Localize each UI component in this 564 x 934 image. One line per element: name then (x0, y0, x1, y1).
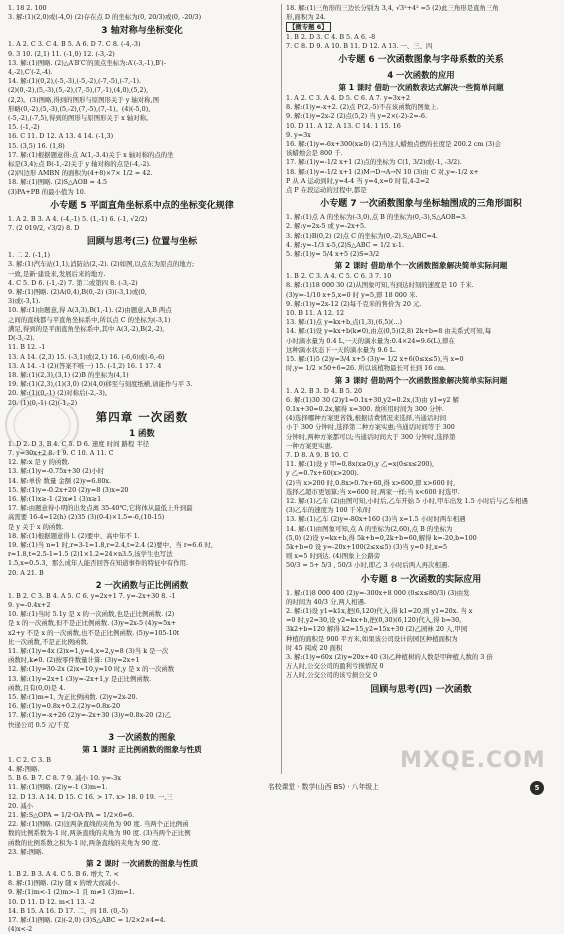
answer-line: 9. 解:(1)y=2x-12 (2)每千克米的售价为 20 元. (286, 299, 422, 308)
answer-line: 13. 解:(1)点 y=kx+b,点(1,3),(6,5)(...) (286, 318, 402, 327)
answer-line: 12. 解:x 是 y 的函数. (8, 458, 70, 467)
answer-line: =0 时,y2=30,设 y2=kx+b,把(0,30)(6,120)代入,得 b=30, (286, 616, 462, 625)
answer-line: 13. A 14. -1 (2)(答案不唯一) 15. (-1,2) 16. 1 17. 4 (8, 361, 162, 370)
answer-line: 14. 解:(1)(0,2),(-5,-3),(-5,-2),(-7,-5),(-7,-1). (8, 77, 141, 86)
answer-line: 14. B 15. A 16. D 17. 二、四 18. (0,-5) (8, 906, 129, 915)
tag-row (286, 22, 556, 32)
answer-line: (-5,-2),(-7,5),得到的图形与原图形关于 x 轴对称。 (8, 114, 153, 123)
answer-line: 4. 解:y=-1/3 x-5,(2)S△ABC = 1/2 x-1. (286, 240, 405, 249)
answer-line: 15. (-1,-2) (8, 123, 40, 132)
answer-line: 函数的比例系数之积为-1 时,两条直线的夹角为 90 度. (8, 838, 161, 847)
answer-line: 11. 解:(1)y=4x (2)x=1,y=4,x=2,y=8 (3)当 k 是一次 (8, 646, 169, 655)
answer-line: 5. 解:(1)y= 5/4 x+5 (2)S=3/2 (286, 250, 380, 259)
answer-line: (2)(0,-2),(5,-3),(5,-2),(7,-5),(7,-1),(4,0),(5,2), (8, 86, 149, 95)
answer-line: 满足,得到的是平面直角坐标系中,其中 A(3,-2),B(2,-2), (8, 324, 165, 333)
answer-line: 13. A 14. (2,3) 15. (-3,1)或(2,1) 16. (-6,6)或(-6,-6) (8, 352, 165, 361)
answer-line: 10. 解:(1)由题意,得 A(3,3),B(1,-1). (2)由题意,A,B 两点 (8, 306, 172, 315)
answer-line: 13. 解:(1)y=-0.75x+30 (2)小时 (8, 467, 105, 476)
answer-line: 15. 解:(1)5 (2)y=3/4 x+5 (3)y= 1/2 x+6(0≤x≤5),当 x=0 (286, 355, 464, 364)
answer-line: 17. 解:(1)y=-x+26 (2)y=-2x+30 (3)y=0.8x-20 (2)乙 (8, 711, 171, 720)
answer-line: 18. 解:(1)图略. (2)S△AOB = 4.5 (8, 178, 108, 187)
answer-line: (2,2)。(3)图略,得到的图形与原图形关于 y 轴对称,图 (8, 95, 159, 104)
subsection-heading: 1 函数 (129, 427, 155, 438)
answer-line: 函数,且有(0,0)是 4. (8, 683, 66, 692)
section-heading: 小专题 8 一次函数的实际应用 (360, 574, 482, 585)
answer-line: 1. 解:(1)点 A 的坐标为(-3,0),点 B 的坐标为(0,-3),S△AOB=3. (286, 213, 468, 222)
answer-line: 4,-2),C′(-2,-4). (8, 68, 53, 77)
answer-line: 20. 减小 (8, 801, 33, 810)
answer-line: 15. 解:(1)y=-0.2x+20 (2)y=8 (3)x=20 (8, 485, 129, 494)
answer-line: 1. B 2. D 3. C 4. B 5. A 6. -8 (286, 32, 376, 41)
answer-line: 是 x 的一次函数,但不是正比例函数. (3)y=2x-5 (4)y=5x+ (8, 619, 177, 628)
answer-line: 11. 解:(1)设 y 甲=0.8x(x≥0),y 乙=x(0≤x≤200), (286, 460, 434, 469)
answer-line: 16. 解:(1)y=0.8x+0.2.(2)y=0.8x-20 (8, 702, 121, 711)
answer-line: 时 45 阅成 20 面积 (286, 643, 343, 652)
answer-line: 种植的面积是 900 平方米,如果该公司设计的园区种植面积为 (286, 634, 458, 643)
answer-line: 之间的直线都与平直角坐标系中,所以点 C 的坐标为(-3,1) (8, 315, 171, 324)
answer-line: 是 y 关于 x 的函数. (8, 522, 64, 531)
lesson-heading: 第 1 课时 借助一次函数表达式解决一些简单问题 (338, 83, 504, 93)
answer-line: 8. 解:(1)y=-x+2. (2)点 P(2,-5)不在该函数的图象上. (286, 103, 439, 112)
answer-line: 7. (2 019/2, √3/2) 8. D (8, 224, 80, 233)
answer-line: 1. A 2. B 3. A 4. (-4,-1) 5. (1,-1) 6. (-1, √2/2) (8, 214, 148, 223)
answer-line: 19. 解:(1)(2,3),(1)(3,0) (2)(4,0)移至与刻度纸横,请能作与平 3. (8, 380, 193, 389)
answer-line: 3. 解:(1)汽车站(1,1),消防站(2,-2). (2)如图,以点东为原点的地方; (8, 260, 195, 269)
answer-line: 的时间为 40/3 分,两人相遇. (286, 597, 366, 606)
answer-line: 18. 解:(1)根据题意得 l. (2)要中、高中年不 1. (8, 531, 140, 540)
answer-line: 1. 二 2. (-1,1) (8, 251, 50, 260)
answer-line: 一致,是新·建设来,发展后来的地方. (8, 269, 106, 278)
answer-line: y 乙=0.7x+60(x>200). (286, 469, 359, 478)
answer-line: 9. y=-0.4x+2 (8, 600, 51, 609)
answer-line: (2)四边形 AMBN 的面积为(4+8)×7× 1/2 = 42. (8, 169, 153, 178)
answer-line: 4. 解:图略. (8, 765, 40, 774)
answer-line: 数的比例系数为-1 时,两条直线的夹角为 90 度. (3)当两个正比例 (8, 829, 191, 838)
answer-line: 18. 解:(1)y=-1/2 x+1 (2)M→D→A→N 10 (3)由 C 对,y=-1/2 x+ (286, 167, 479, 176)
answer-line: 7. C 8. D 9. A 10. B 11. D 12. A 13. 一、三、四 (286, 41, 433, 50)
answer-line: (3)乙车的速度为 100 千米/时 (286, 506, 371, 515)
answer-line: 10. 解:(1)当时 5.1y 是 x 的一次函数,也是正比例函数. (2) (8, 610, 175, 619)
answer-line: 10. B 11. A 12. 12 (286, 309, 345, 318)
answer-line: 14. 解:单价 数量 金额 (2)y=6.80x. (8, 476, 112, 485)
answer-line: 13. 解:(1)图略. (2)△A′B′C′的顶点坐标为:A′(-3,-1),B′(- (8, 58, 167, 67)
answer-line: (3)y=-1/10 x+5,x=0 时 y=5,即 18 000 米. (286, 290, 418, 299)
answer-line: 3. 解:(1)(2,0)或(-4,0) (2)存在点 D 的坐标为(0, 20/3)或(0, -20/3) (8, 13, 202, 22)
answer-line: 该蜡烛会是 800 千. (286, 149, 343, 158)
page-footer (0, 781, 564, 795)
answer-line: 3. 解:(1)B(0,2) (2)点 C 的坐标为(0,-2),S△ABC=4. (286, 231, 438, 240)
answer-line: 1. C 2. C 3. B (8, 755, 51, 764)
answer-line: 点 P 在段运动的过程中,都是 (286, 186, 367, 195)
stamp-seal-icon (2, 390, 82, 460)
answer-line: 分钟时,两种方案都可以;当通话时间大于 300 分钟时,选择第 (286, 432, 456, 441)
answer-line: (3)PA+PB 的最小值为 10. (8, 187, 86, 196)
answer-line: 1. B 2. B 3. A 4. C 5. B 6. 增大 7. < (8, 870, 119, 879)
subsection-heading: 4 一次函数的应用 (387, 70, 455, 81)
answer-line: 11. B 12. -1 (8, 343, 46, 352)
answer-line: 16. 解:(1)x≥-1 (2)x≠1 (3)x≥1 (8, 494, 102, 503)
section-heading: 小专题 7 一次函数图象与坐标轴围成的三角形面积 (320, 199, 522, 210)
answer-line: 11. 解:(1)图略. (2)y=-1 (3)m=1. (8, 783, 108, 792)
answer-line: 形略(0,-2),(5,-3),(5,-2),(7,-5),(7,-1)。(4)(-5,0), (8, 104, 151, 113)
answer-line: 23. 解:图略. (8, 847, 44, 856)
answer-line: 时,y= 1/2 ×50+6=26. 所以该植物最长可长到 16 cm. (286, 364, 446, 373)
answer-line: 一种方案更实惠. (286, 441, 333, 450)
answer-line: 10. D 11. D 12. m<1 13. -2 (8, 897, 95, 906)
answer-line: 3k2+b=120 解得 k2=15,y2=15x+30 (2)乙园林 20 人,甲园 (286, 625, 468, 634)
answer-line: 50/3 = 5+ 5/3 , 50/3 小时,即乙 3 小时后两人再次相遇. (286, 561, 450, 570)
answer-line: 2. 解:y=2x-5 或 y=-2x+5. (286, 222, 367, 231)
answer-line: 2. 解:(1)设 y1=k1x,把(6,120)代入,得 k1=20,则 y1=20x. 当 x (286, 606, 473, 615)
section-heading: 小专题 6 一次函数图象与字母系数的关系 (338, 55, 504, 66)
answer-line: 10. D 11. A 12. A 13. C 14. 1 15. 16 (286, 121, 401, 130)
answer-line: 17. 解:(1)根据题意得:点 A(1,-3.4)关于 x 轴对称的点的坐 (8, 150, 174, 159)
lesson-heading: 第 3 课时 借助两个一次函数图象解决简单实际问题 (334, 375, 508, 385)
answer-line: 万人时,公交公司的该亏损公交 0 (286, 671, 378, 680)
answer-line: 5k+b=0 设 y=-20x+100(2≤x≤5) (3)当 y=0 时,x=5 (286, 542, 448, 551)
answer-line: 9. 解:(1)m<-1 (2)m>-1 且 m≠1 (3)m=1. (8, 888, 135, 897)
right-column (286, 4, 556, 699)
answer-line: 20. A 21. B (8, 568, 44, 577)
answer-line: 19. 解:(1)当 n=1 时,r=3-1=1.8,r=2.4,t=2.4 (2)要中、当 r=6.6 时, (8, 540, 213, 549)
answer-line: 1. B 2. C 3. A 4. C 5. C 6. 3 7. 10 (286, 272, 392, 281)
answer-line: 万人时,公交公司的盈利亏损情况 0 (286, 662, 384, 671)
answer-line: 这种滴水状态下一天的滴水量为 9.6 L. (286, 345, 396, 354)
section-heading: 回顾与思考(三) 位置与坐标 (86, 237, 198, 248)
page-number: 5 (530, 781, 544, 795)
answer-line: 21. 解:S△OPA = 1/2·OA·PA = 1/2×6=6. (8, 811, 135, 820)
answer-line: 1. D 2. D 3. B 4. C 5. D 6. 速度 时间 路程 半径 (8, 439, 150, 448)
answer-line: 形,面积为 24. (286, 13, 326, 22)
answer-line: 8. 解:(1)图略. (2)y 随 x 的增大而减小. (8, 879, 120, 888)
answer-line: 13. 解:(1)y=2x+1 (3)y=-2x+1,y 是正比例函数. (8, 674, 152, 683)
section-heading: 3 轴对称与坐标变化 (101, 26, 183, 37)
answer-line: D(-3,-2). (8, 334, 35, 343)
answer-line: 9. 解:(1)图略. (2)A(0,4),B(0,-2) (3)(-3,1)或(0, (8, 288, 147, 297)
answer-line: 9. 解:(1)y=2x-2 (2)点(5,2) 当 y=2×(-2)-2=-6. (286, 112, 427, 121)
column-divider (281, 4, 282, 774)
answer-line: 1. 解:(1)8 000 400 (2)y=-300x+8 000 (0≤x≤80/3) (3)由发 (286, 588, 470, 597)
section-heading: 小专题 5 平面直角坐标系中点的坐标变化规律 (50, 200, 234, 211)
answer-line: (5,0) (2)设 y=kx+b,得 5k+b=0,2k+b=60,解得 k=-20,b=100 (286, 533, 477, 542)
lesson-heading: 第 2 课时 一次函数的图象与性质 (86, 859, 198, 869)
answer-line: 3. 解:(1)y=60x (2)y=20x+40 (3)乙种植树的人数是甲种植人数的 3 倍 (286, 652, 493, 661)
answer-line: 0.1x+30=0.2x,解得 x=300. 故所用时间为 300 分钟. (286, 404, 444, 413)
answer-line: 1.5,x=0.5.3、那么成年人能否回答在知道事件的特征中有作用. (8, 559, 189, 568)
answer-line: 13. 解:(1)乙车 (2)y=-80x+160 (3)当 x=1.5 小时时两车相遇 (286, 515, 466, 524)
answer-line: 17. 解:由题意得小明的出发点离 35-40℃,它将体从最低上升到最 (8, 504, 193, 513)
answer-line: P 从 A 运动到时,y=4-4 当 y=4,x=0 时有,4-2=2 (286, 176, 430, 185)
answer-line: 高需要 16-4=12(h) (2)35 (3)(0-4)×1.5=-6,(10-15) (8, 513, 165, 522)
answer-line: 16. C 11. D 12. A 13. 4 14. (-1,3) (8, 132, 114, 141)
answer-line: 20. (1)(0,-1) (2)(-1,-2) (8, 398, 78, 407)
answer-line: 1. 18 2. 100 (8, 4, 47, 12)
answer-line: 7. D 8. A 9. B 10. C (286, 450, 348, 459)
answer-line: 比一次函数,不是正比例函数. (8, 637, 89, 646)
answer-line: 18. 解:(1)(2,3),(3,1) (2)B 的坐标为(4,1) (8, 370, 129, 379)
answer-line: (4)x<-2 (8, 925, 33, 934)
footer-title: 名校课堂 · 数学(山西 BS) · 八年级上 (268, 783, 379, 791)
watermark: MXQE.COM (400, 748, 546, 773)
answer-line: 1. A 2. C 3. C 4. B 5. A 6. D 7. C 8. (-4,-3) (8, 40, 141, 49)
answer-line: 6. 解:(1)30 30 (2)y1=0.1x+30,y2=0.2x,(3)由 y1=y2 解 (286, 395, 459, 404)
answer-line: x2+y 不是 x 的一次函数,也不是正比例函数. (5)y=105-10t (8, 628, 180, 637)
answer-line: 3)或(-3,1). (8, 297, 41, 306)
answer-line: 14. 解:(1)由图象可知,点 A 的坐标为(2,60),点 B 的坐标为 (286, 524, 453, 533)
answer-line: r=1.8,t=2.5-1=1.5 (2)1×1.2=24×n3.5,该学生也写法 (8, 550, 173, 559)
subsection-heading: 2 一次函数与正比例函数 (95, 579, 189, 590)
answer-line: 快递公司 0.5 元/千克 (8, 720, 70, 729)
answer-line: 1. A 2. B 3. D 4. B 5. 20 (286, 386, 363, 395)
lesson-heading: 第 1 课时 正比例函数的图象与性质 (82, 744, 202, 754)
answer-line: 1. B 2. C 3. B 4. A 5. C 6. y=2x+1 7. y=-2x+30 8. -1 (8, 591, 176, 600)
answer-line: 12. 解:(1)y=30-2x (2)x=10,y=10 时,y 是 x 的一次函数 (8, 665, 175, 674)
answer-line: 则 x=5 时到达. (4)图象上公路旁 (286, 552, 381, 561)
answer-line: 16. 解:(1)y=-6x+300(x≥0) (2)当这人蜡烛点燃的长度是 200.2 cm (3)会 (286, 140, 501, 149)
answer-line: 8. 解:(1)18 000 30 (2)从图象可知,当到达时刻的速度是 10 千米. (286, 281, 474, 290)
badge-label: 【微专题 6】 (286, 22, 331, 32)
answer-line: 14. 解:(1)设 y=kx+b(k≠0),由点(0,5)(2,8) 2k+b=8 由关系式可知,每 (286, 327, 492, 336)
answer-line: 9. 3 10. (2,1) 11. (-1,0) 12. (-3,-2) (8, 49, 115, 58)
section-heading: 回顾与思考(四) 一次函数 (370, 684, 472, 695)
answer-line: (4)选择哪种方案更省钱,根据话费情况来选择,当通话时间 (286, 414, 447, 423)
answer-line: 4. C 5. D 6. (-1,-2) 7. 第二或第四 8. (-3,-2) (8, 278, 138, 287)
lesson-heading: 第 2 课时 借助单个一次函数图象解决简单实际问题 (334, 261, 508, 271)
answer-line: 5. B 6. B 7. C 8. 7 9. 减小 10. y=-3x (8, 774, 121, 783)
answer-line: 17. 解:(1)图略. (2)(-2,0) (3)S△ABC = 1/2×2×4=4. (8, 916, 166, 925)
answer-line: 函数时,k≠0. (2)按零件数量计算: (3)y=2x+1 (8, 656, 140, 665)
answer-line: 小时滴水量为 0.4 L,一天的滴水量为:0.4×24=9.6(L),即在 (286, 336, 455, 345)
answer-line: 12. D 13. A 14. D 15. C 16. > 17. x> 18. 0 19. 一,三 (8, 792, 173, 801)
answer-line: 选择乙超市更划算;当 x=600 时,两家一样;当 x<600 时选甲. (286, 487, 460, 496)
answer-line: 9. y=3x (286, 130, 311, 139)
answer-line: 18. 解:(1)三角形的三边长分别为 3,4, √3²+4² =5 (2)此三角形是直角三角 (286, 4, 499, 12)
answer-line: 15. 解:(1)m=1, 为正比例函数. (2)y=2x-20. (8, 693, 138, 701)
answer-line: 7. y=30x+2 8. 1 9. C 10. A 11. C (8, 448, 114, 457)
answer-line: 15. (3,5) 16. (1,8) (8, 141, 65, 150)
answer-line: 标是(3,4);点 B(-1,-2)关于 y 轴对称的点是(-4,-2). (8, 160, 151, 169)
subsection-heading: 3 一次函数的图象 (108, 731, 176, 742)
answer-line: 22. 解:(1)图略. (2)这两条直线的夹角为 90 度. 当两个正比例函 (8, 820, 189, 829)
answer-line: (2)当 x>200 时,0.8x>0.7x+60,得 x>600,即 x>600 时, (286, 478, 456, 487)
answer-line: 12. 解:(1)乙车 (2)由图可知,小时后,乙车开始 5 小时,甲车出发 1.5 小时后与乙车相遇 (286, 496, 528, 505)
chapter-heading: 第四章 一次函数 (95, 409, 189, 424)
answer-line: 1. A 2. C 3. A 4. D 5. C 6. A 7. y=3x+2 (286, 94, 410, 103)
answer-line: 20. 解:(1)(0,-1) (2)对称后(-2,-3)。 (8, 389, 112, 398)
answer-line: 17. 解:(1)y=-1/2 x+1 (2)点的坐标为 C(1, 3/2)或(-1, -3/2). (286, 158, 462, 167)
answer-line: 小于 300 分钟时,选择第二种方案实惠;当通话时间等于 300 (286, 423, 455, 432)
